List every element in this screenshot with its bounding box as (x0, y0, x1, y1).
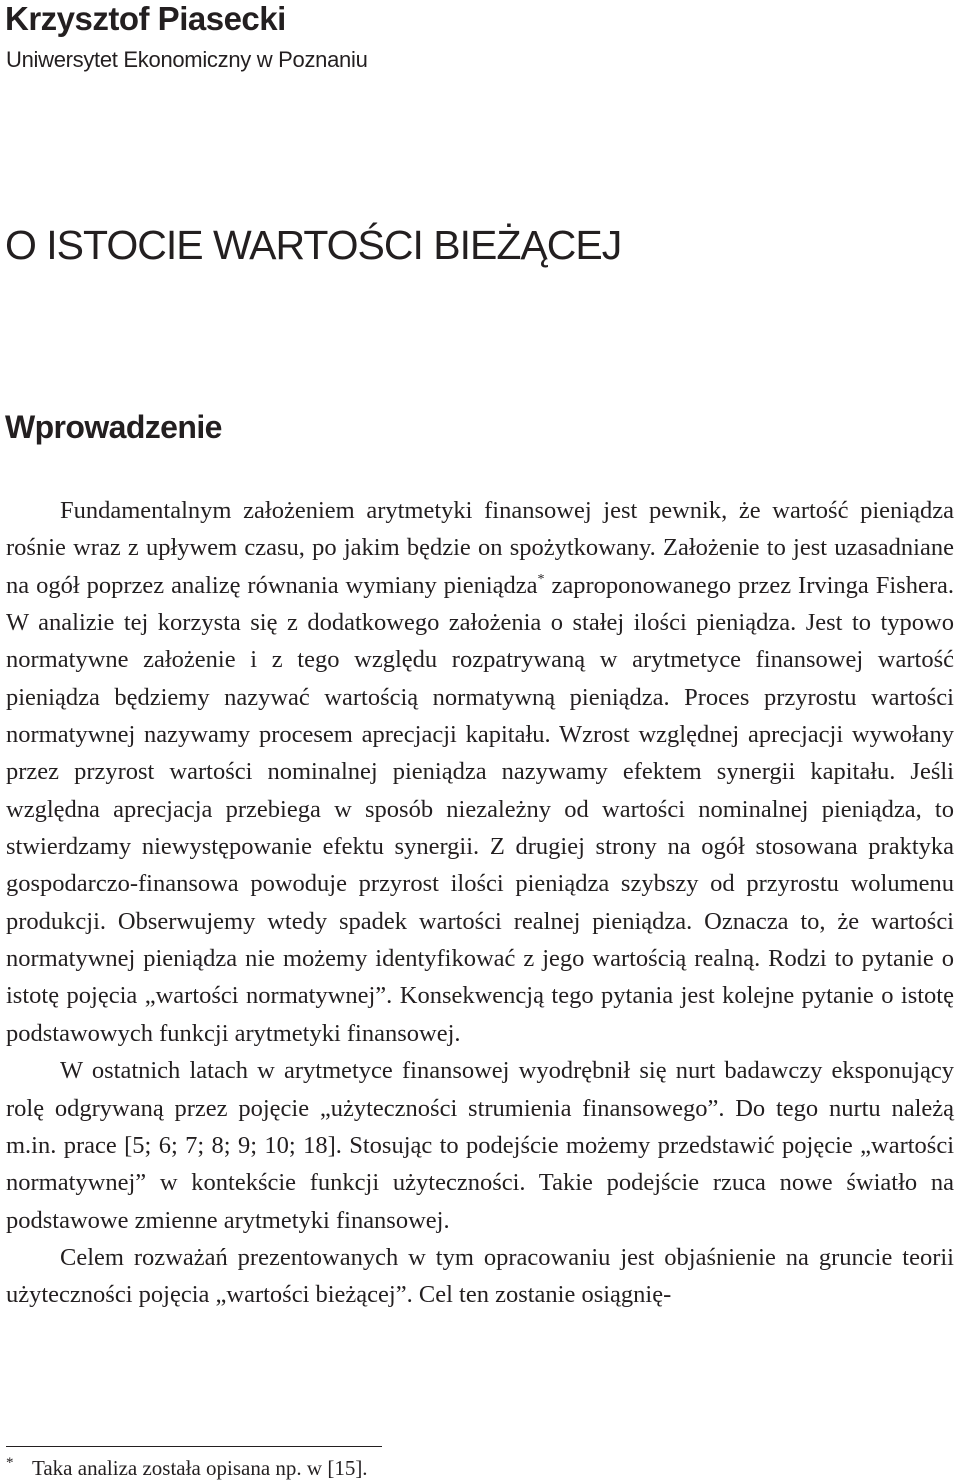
footnote-text: Taka analiza została opisana np. w [15]. (32, 1456, 368, 1480)
footnote: * Taka analiza została opisana np. w [15]. (6, 1455, 368, 1480)
paper-title: O ISTOCIE WARTOŚCI BIEŻĄCEJ (5, 222, 622, 268)
paragraph-3: Celem rozważań prezentowanych w tym opracowaniu jest objaśnienie na gruncie teorii użyteczności pojęcia „wartości bieżącej”. Cel ten zostanie osiągnię- (6, 1243, 954, 1309)
body-text (6, 492, 954, 1314)
footnote-reference: * (537, 571, 545, 587)
author-affiliation: Uniwersytet Ekonomiczny w Poznaniu (6, 47, 368, 72)
paragraph-1 (6, 492, 954, 1052)
footnote-separator (6, 1446, 382, 1447)
paragraph-1-continuation: zaproponowanego przez Irvinga Fishera. W analizie tej korzysta się z dodatkowego założenia o stałej ilości pieniądza. Jest to typowo normatywne założenie i z tego względu rozpatrywaną w arytmetyce finansowej wartość pieniądza będziemy nazywać wartością normatywną pieniądza. Proces przyrostu wartości normatywnej nazywamy procesem aprecjacji kapitału. Wzrost względnej aprecjacji wywołany przez przyrost wartości nominalnej pieniądza nazywamy efektem synergii kapitału. Jeśli względna aprecjacja przebiega w sposób niezależny od wartości nominalnej pieniądza, to stwierdzamy niewystępowanie efektu synergii. Z drugiej strony na ogół stosowana praktyka gospodarczo-finansowa powoduje przyrost ilości pieniądza szybszy od przyrostu wolumenu produkcji. Obserwujemy wtedy spadek wartości realnej pieniądza. Oznacza to, że wartości normatywnej pieniądza nie możemy identyfikować z jego wartością realną. Rodzi to pytanie o istotę pojęcia „wartości normatywnej”. Konsekwencją tego pytania jest kolejne pytanie o istotę podstawowych funkcji arytmetyki finansowej. (6, 571, 954, 1047)
paragraph-2: W ostatnich latach w arytmetyce finansowej wyodrębnił się nurt badawczy eksponujący rolę odgrywaną przez pojęcie „użyteczności strumienia finansowego”. Do tego nurtu należą m.in. prace [5; 6; 7; 8; 9; 10; 18]. Stosując to podejście możemy przedstawić pojęcie „wartości normatywnej” w kontekście funkcji użyteczności. Takie podejście rzuca nowe światło na podstawowe zmienne arytmetyki finansowej. (6, 1057, 954, 1234)
author-name: Krzysztof Piasecki (5, 0, 286, 37)
paragraph-1-text: Fundamentalnym założeniem arytmetyki finansowej jest pewnik, że wartość pieniądza rośnie wraz z upływem czasu, po jakim będzie on spożytkowany. Założenie to jest uzasadniane na ogół poprzez analizę równania wymiany pieniądza (6, 497, 954, 599)
section-heading: Wprowadzenie (5, 409, 222, 445)
